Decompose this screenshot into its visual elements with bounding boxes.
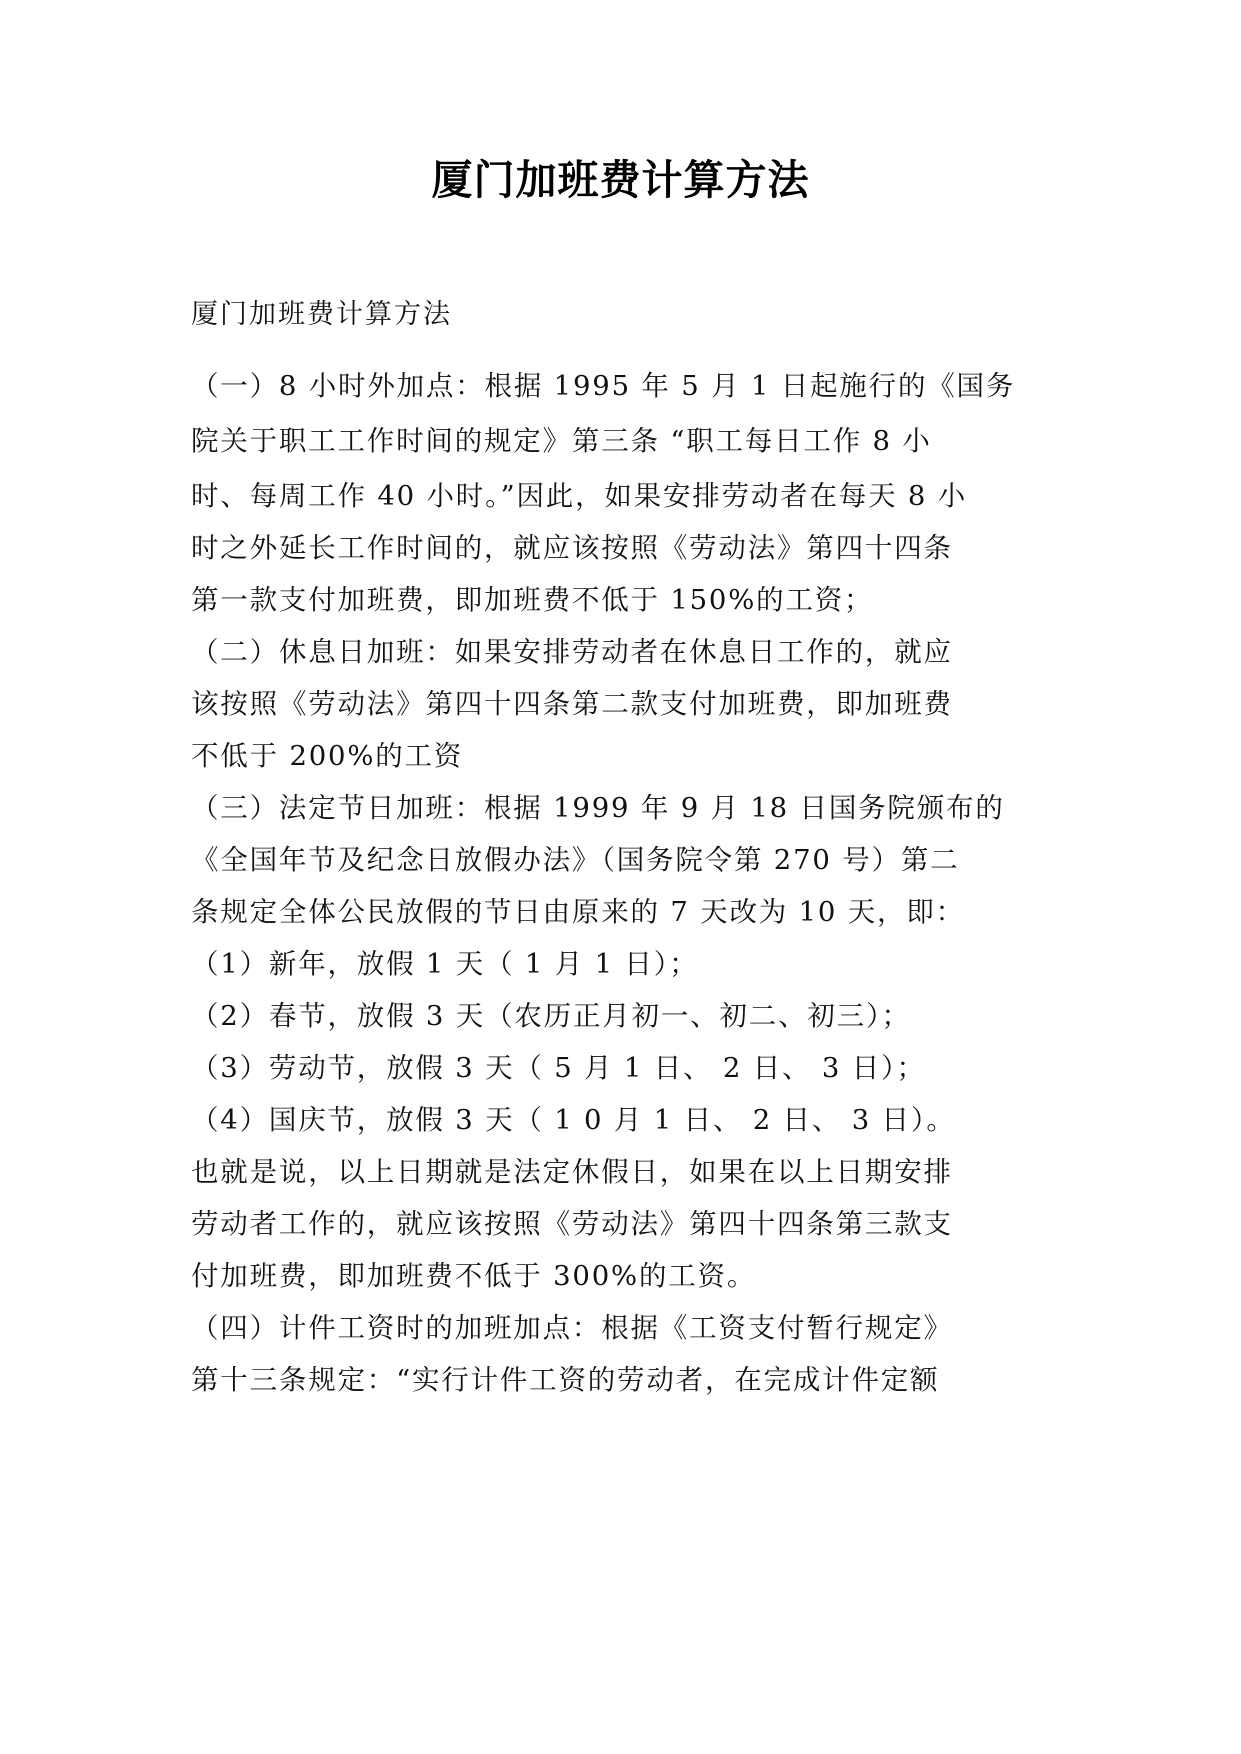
body-line: 时、每周工作 40 小时。”因此，如果安排劳动者在每天 8 小 <box>191 480 968 512</box>
body-line: 付加班费，即加班费不低于 300%的工资。 <box>191 1260 757 1292</box>
page-title: 厦门加班费计算方法 <box>431 156 810 204</box>
body-line: 时之外延长工作时间的，就应该按照《劳动法》第四十四条 <box>191 532 953 564</box>
body-line: （3）劳动节，放假 3 天（ 5 月 1 日、 2 日、 3 日）； <box>191 1052 926 1084</box>
body-line: 也就是说，以上日期就是法定休假日，如果在以上日期安排 <box>191 1156 953 1188</box>
body-line: 不低于 200%的工资 <box>191 740 464 772</box>
body-line: 第一款支付加班费，即加班费不低于 150%的工资； <box>191 584 874 616</box>
body-line: （一）8 小时外加点：根据 1995 年 5 月 1 日起施行的《国务 <box>191 370 1016 402</box>
document-subtitle: 厦门加班费计算方法 <box>191 299 452 330</box>
body-line: 《全国年节及纪念日放假办法》（国务院令第 270 号）第二 <box>191 844 960 876</box>
body-line: 第十三条规定：“实行计件工资的劳动者，在完成计件定额 <box>191 1364 940 1396</box>
body-line: （二）休息日加班：如果安排劳动者在休息日工作的，就应 <box>191 636 953 668</box>
body-line: 劳动者工作的，就应该按照《劳动法》第四十四条第三款支 <box>191 1208 953 1240</box>
body-line: （三）法定节日加班：根据 1999 年 9 月 18 日国务院颁布的 <box>191 792 1005 824</box>
body-line: 院关于职工工作时间的规定》第三条 “职工每日工作 8 小 <box>191 425 932 457</box>
body-line: 该按照《劳动法》第四十四条第二款支付加班费，即加班费 <box>191 688 953 720</box>
body-line: （4）国庆节，放假 3 天（ 1 0 月 1 日、 2 日、 3 日）。 <box>191 1104 956 1136</box>
body-line: （2）春节，放假 3 天（农历正月初一、初二、初三）； <box>191 1000 911 1032</box>
body-line: 条规定全体公民放假的节日由原来的 7 天改为 10 天，即： <box>191 896 965 928</box>
body-line: （1）新年，放假 1 天（ 1 月 1 日）； <box>191 948 699 980</box>
body-line: （四）计件工资时的加班加点：根据《工资支付暂行规定》 <box>191 1312 953 1344</box>
